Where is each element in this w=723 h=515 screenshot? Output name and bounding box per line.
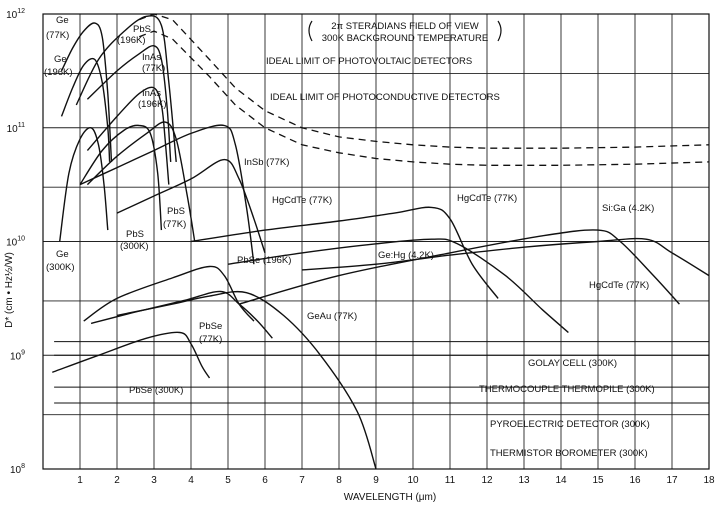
annotation-hgcdte-77k-vlw: HgCdTe (77K) xyxy=(589,280,650,291)
y-tick-label-9: $10^9$ xyxy=(9,349,25,363)
x-tick-label-5: 5 xyxy=(225,475,231,486)
x-tick-label-9: 9 xyxy=(373,475,379,486)
annotation-ge-300k-temp: (300K) xyxy=(46,262,75,273)
annotation-pbse-77k-temp: (77K) xyxy=(199,334,223,345)
y-tick-exponent-8: 8 xyxy=(21,463,25,470)
annotation-hgcdte-77k-mid: HgCdTe (77K) xyxy=(272,195,333,206)
x-tick-label-4: 4 xyxy=(188,475,194,486)
annotation-thermocouple: THERMOCOUPLE THERMOPILE (300K) xyxy=(479,384,655,395)
y-tick-exponent-11: 11 xyxy=(17,121,25,129)
x-axis-label: WAVELENGTH (μm) xyxy=(343,492,437,503)
annotation-hgcdte-77k-long: HgCdTe (77K) xyxy=(457,193,518,204)
annotation-geau-77k: GeAu (77K) xyxy=(307,311,358,322)
detector-curve-2 xyxy=(60,128,108,242)
x-tick-label-1: 1 xyxy=(77,475,83,486)
chart-title: 2π STERADIANS FIELD OF VIEW xyxy=(331,21,479,32)
x-tick-label-16: 16 xyxy=(629,475,641,486)
detector-curve-6 xyxy=(80,125,161,230)
annotation-golay-cell: GOLAY CELL (300K) xyxy=(528,358,618,369)
x-tick-label-6: 6 xyxy=(262,475,268,486)
x-tick-label-18: 18 xyxy=(703,475,715,486)
y-tick-label-12: $10^{12}$ xyxy=(6,8,25,21)
x-tick-label-14: 14 xyxy=(555,475,567,486)
annotation-ge-77k-temp: (77K) xyxy=(46,30,70,41)
annotation-pbs-77k-temp: (77K) xyxy=(163,219,187,230)
curve-annotations xyxy=(44,15,655,459)
y-tick-exponent-10: 10 xyxy=(17,235,25,243)
x-tick-label-10: 10 xyxy=(407,475,419,486)
annotation-pv-limit: IDEAL LIMIT OF PHOTOVOLTAIC DETECTORS xyxy=(266,56,473,67)
x-tick-label-2: 2 xyxy=(114,475,120,486)
x-tick-labels xyxy=(77,475,715,486)
annotation-pbs-196k: PbS xyxy=(133,24,151,35)
x-tick-label-12: 12 xyxy=(481,475,493,486)
annotation-inas-196k-temp: (196K) xyxy=(138,99,167,110)
y-tick-exponent-12: 12 xyxy=(17,8,25,15)
annotation-pbse-196k: PbSe (196K) xyxy=(237,255,292,266)
x-tick-label-7: 7 xyxy=(299,475,305,486)
annotation-pyroelectric: PYROELECTRIC DETECTOR (300K) xyxy=(490,419,650,430)
x-tick-label-15: 15 xyxy=(592,475,604,486)
annotation-ge-300k: Ge xyxy=(56,249,69,260)
annotation-ge-196k-temp: (196K) xyxy=(44,67,73,78)
y-tick-exponent-9: 9 xyxy=(21,349,25,357)
annotation-ge-196k: Ge xyxy=(54,54,67,65)
annotation-insb-77k: InSb (77K) xyxy=(244,157,290,168)
annotation-ge-77k: Ge xyxy=(56,15,69,26)
annotation-inas-77k: InAs xyxy=(142,52,162,63)
annotation-gehg-4k: Ge:Hg (4.2K) xyxy=(378,250,434,261)
annotation-pbse-300k: PbSe (300K) xyxy=(129,385,184,396)
title-box-left-paren xyxy=(309,21,312,41)
annotation-pbs-300k-temp: (300K) xyxy=(120,241,149,252)
annotation-pbs-196k-temp: (196K) xyxy=(117,35,146,46)
annotation-pbse-77k: PbSe xyxy=(199,321,223,332)
annotation-thermistor: THERMISTOR BOROMETER (300K) xyxy=(490,448,648,459)
x-tick-label-3: 3 xyxy=(151,475,157,486)
y-tick-label-8: $10^8$ xyxy=(9,463,25,476)
y-tick-label-11: $10^{11}$ xyxy=(6,121,25,135)
annotation-inas-196k: InAs xyxy=(142,88,162,99)
annotation-siga-4k: Si:Ga (4.2K) xyxy=(602,203,655,214)
x-tick-label-17: 17 xyxy=(666,475,678,486)
x-tick-label-8: 8 xyxy=(336,475,342,486)
y-axis-label: D* (cm • Hz½/W) xyxy=(4,252,15,328)
chart-subtitle: 300K BACKGROUND TEMPERATURE xyxy=(321,33,489,44)
annotation-pc-limit: IDEAL LIMIT OF PHOTOCONDUCTIVE DETECTORS xyxy=(270,92,500,103)
title-box-right-paren xyxy=(498,21,501,41)
detector-curves xyxy=(52,16,709,469)
y-tick-labels xyxy=(6,8,25,476)
x-tick-label-13: 13 xyxy=(518,475,530,486)
annotation-pbs-77k: PbS xyxy=(167,206,185,217)
y-tick-label-10: $10^{10}$ xyxy=(6,235,25,249)
title-box xyxy=(309,21,501,44)
annotation-pbs-300k: PbS xyxy=(126,229,144,240)
x-tick-label-11: 11 xyxy=(444,475,456,486)
annotation-inas-77k-temp: (77K) xyxy=(142,63,166,74)
